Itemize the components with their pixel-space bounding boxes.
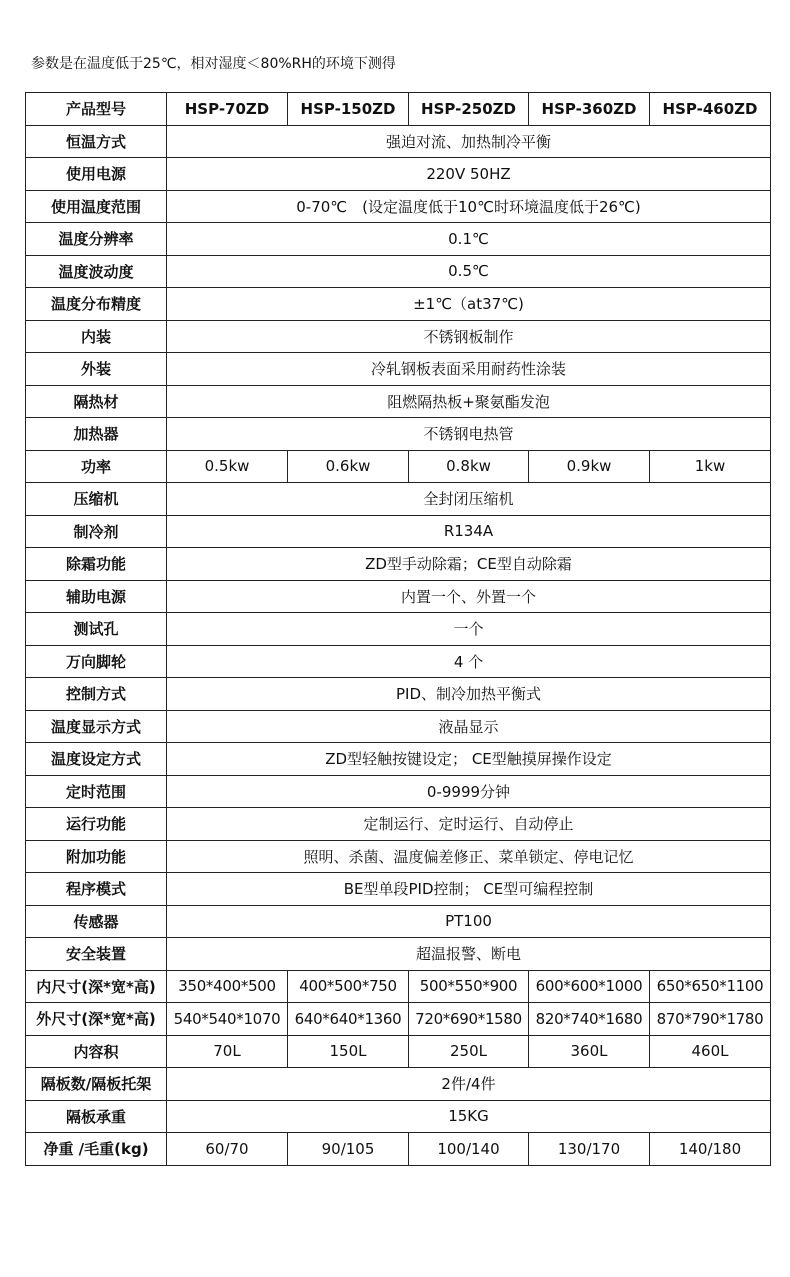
shared-value-cell: 内置一个、外置一个 bbox=[167, 580, 771, 613]
model-value-cell: 0.9kw bbox=[529, 450, 650, 483]
row-label: 制冷剂 bbox=[26, 515, 167, 548]
model-value-cell: 500*550*900 bbox=[409, 970, 529, 1003]
model-value-cell: 250L bbox=[409, 1035, 529, 1068]
row-label: 除霜功能 bbox=[26, 548, 167, 581]
shared-value-cell: 冷轧钢板表面采用耐药性涂装 bbox=[167, 353, 771, 386]
row-label: 运行功能 bbox=[26, 808, 167, 841]
row-label: 定时范围 bbox=[26, 775, 167, 808]
table-row bbox=[26, 223, 771, 256]
row-label: 温度分辨率 bbox=[26, 223, 167, 256]
model-value-cell: 870*790*1780 bbox=[650, 1003, 771, 1036]
row-label: 外尺寸(深*宽*高) bbox=[26, 1003, 167, 1036]
model-value-cell: 350*400*500 bbox=[167, 970, 288, 1003]
row-label: 使用电源 bbox=[26, 158, 167, 191]
model-value-cell: 100/140 bbox=[409, 1133, 529, 1166]
row-label: 温度波动度 bbox=[26, 255, 167, 288]
table-row bbox=[26, 1133, 771, 1166]
model-value-cell: 0.8kw bbox=[409, 450, 529, 483]
model-header: HSP-460ZD bbox=[650, 93, 771, 126]
model-value-cell: 150L bbox=[288, 1035, 409, 1068]
shared-value-cell: 一个 bbox=[167, 613, 771, 646]
table-row bbox=[26, 1100, 771, 1133]
row-label: 温度显示方式 bbox=[26, 710, 167, 743]
table-row bbox=[26, 255, 771, 288]
shared-value-cell: 0-9999分钟 bbox=[167, 775, 771, 808]
row-label: 附加功能 bbox=[26, 840, 167, 873]
model-value-cell: 360L bbox=[529, 1035, 650, 1068]
shared-value-cell: 定制运行、定时运行、自动停止 bbox=[167, 808, 771, 841]
table-row bbox=[26, 1003, 771, 1036]
model-value-cell: 720*690*1580 bbox=[409, 1003, 529, 1036]
table-row bbox=[26, 840, 771, 873]
row-label: 恒温方式 bbox=[26, 125, 167, 158]
shared-value-cell: 220V 50HZ bbox=[167, 158, 771, 191]
shared-value-cell: 强迫对流、加热制冷平衡 bbox=[167, 125, 771, 158]
row-label: 外装 bbox=[26, 353, 167, 386]
row-label: 功率 bbox=[26, 450, 167, 483]
table-row bbox=[26, 645, 771, 678]
row-label: 温度设定方式 bbox=[26, 743, 167, 776]
row-label: 传感器 bbox=[26, 905, 167, 938]
model-value-cell: 400*500*750 bbox=[288, 970, 409, 1003]
table-row bbox=[26, 970, 771, 1003]
shared-value-cell: 不锈钢板制作 bbox=[167, 320, 771, 353]
table-row bbox=[26, 125, 771, 158]
shared-value-cell: 0.1℃ bbox=[167, 223, 771, 256]
table-row bbox=[26, 483, 771, 516]
table-row bbox=[26, 190, 771, 223]
shared-value-cell: 超温报警、断电 bbox=[167, 938, 771, 971]
shared-value-cell: 2件/4件 bbox=[167, 1068, 771, 1101]
shared-value-cell: 15KG bbox=[167, 1100, 771, 1133]
table-row bbox=[26, 905, 771, 938]
header-row bbox=[26, 93, 771, 126]
table-row bbox=[26, 418, 771, 451]
shared-value-cell: ±1℃（at37℃) bbox=[167, 288, 771, 321]
row-label: 压缩机 bbox=[26, 483, 167, 516]
header-label: 产品型号 bbox=[26, 93, 167, 126]
model-header: HSP-360ZD bbox=[529, 93, 650, 126]
row-label: 加热器 bbox=[26, 418, 167, 451]
table-row bbox=[26, 515, 771, 548]
row-label: 内装 bbox=[26, 320, 167, 353]
shared-value-cell: PID、制冷加热平衡式 bbox=[167, 678, 771, 711]
table-row bbox=[26, 775, 771, 808]
table-row bbox=[26, 1035, 771, 1068]
model-header: HSP-70ZD bbox=[167, 93, 288, 126]
model-value-cell: 140/180 bbox=[650, 1133, 771, 1166]
model-value-cell: 650*650*1100 bbox=[650, 970, 771, 1003]
table-row bbox=[26, 450, 771, 483]
row-label: 隔热材 bbox=[26, 385, 167, 418]
shared-value-cell: 液晶显示 bbox=[167, 710, 771, 743]
row-label: 温度分布精度 bbox=[26, 288, 167, 321]
model-value-cell: 90/105 bbox=[288, 1133, 409, 1166]
table-row bbox=[26, 808, 771, 841]
shared-value-cell: ZD型轻触按键设定； CE型触摸屏操作设定 bbox=[167, 743, 771, 776]
table-row bbox=[26, 678, 771, 711]
model-value-cell: 0.5kw bbox=[167, 450, 288, 483]
model-value-cell: 460L bbox=[650, 1035, 771, 1068]
table-row bbox=[26, 613, 771, 646]
model-header: HSP-150ZD bbox=[288, 93, 409, 126]
shared-value-cell: ZD型手动除霜；CE型自动除霜 bbox=[167, 548, 771, 581]
shared-value-cell: 0.5℃ bbox=[167, 255, 771, 288]
shared-value-cell: PT100 bbox=[167, 905, 771, 938]
row-label: 内容积 bbox=[26, 1035, 167, 1068]
model-value-cell: 640*640*1360 bbox=[288, 1003, 409, 1036]
table-row bbox=[26, 743, 771, 776]
row-label: 隔板承重 bbox=[26, 1100, 167, 1133]
measurement-note: 参数是在温度低于25℃，相对湿度＜80%RH的环境下测得 bbox=[31, 56, 396, 72]
row-label: 净重 /毛重(kg) bbox=[26, 1133, 167, 1166]
table-row bbox=[26, 710, 771, 743]
row-label: 万向脚轮 bbox=[26, 645, 167, 678]
shared-value-cell: R134A bbox=[167, 515, 771, 548]
model-value-cell: 1kw bbox=[650, 450, 771, 483]
shared-value-cell: 0-70℃ (设定温度低于10℃时环境温度低于26℃) bbox=[167, 190, 771, 223]
row-label: 使用温度范围 bbox=[26, 190, 167, 223]
table-row bbox=[26, 385, 771, 418]
model-value-cell: 70L bbox=[167, 1035, 288, 1068]
table-row bbox=[26, 158, 771, 191]
shared-value-cell: 不锈钢电热管 bbox=[167, 418, 771, 451]
shared-value-cell: 照明、杀菌、温度偏差修正、菜单锁定、停电记忆 bbox=[167, 840, 771, 873]
table-row bbox=[26, 873, 771, 906]
row-label: 安全装置 bbox=[26, 938, 167, 971]
row-label: 测试孔 bbox=[26, 613, 167, 646]
row-label: 控制方式 bbox=[26, 678, 167, 711]
table-row bbox=[26, 548, 771, 581]
model-value-cell: 600*600*1000 bbox=[529, 970, 650, 1003]
shared-value-cell: BE型单段PID控制； CE型可编程控制 bbox=[167, 873, 771, 906]
table-row bbox=[26, 288, 771, 321]
row-label: 内尺寸(深*宽*高) bbox=[26, 970, 167, 1003]
model-value-cell: 60/70 bbox=[167, 1133, 288, 1166]
table-row bbox=[26, 320, 771, 353]
model-value-cell: 820*740*1680 bbox=[529, 1003, 650, 1036]
model-value-cell: 130/170 bbox=[529, 1133, 650, 1166]
model-value-cell: 0.6kw bbox=[288, 450, 409, 483]
spec-table bbox=[25, 92, 771, 1166]
model-value-cell: 540*540*1070 bbox=[167, 1003, 288, 1036]
model-header: HSP-250ZD bbox=[409, 93, 529, 126]
shared-value-cell: 阻燃隔热板+聚氨酯发泡 bbox=[167, 385, 771, 418]
table-row bbox=[26, 580, 771, 613]
table-row bbox=[26, 938, 771, 971]
row-label: 辅助电源 bbox=[26, 580, 167, 613]
row-label: 程序模式 bbox=[26, 873, 167, 906]
row-label: 隔板数/隔板托架 bbox=[26, 1068, 167, 1101]
shared-value-cell: 全封闭压缩机 bbox=[167, 483, 771, 516]
shared-value-cell: 4 个 bbox=[167, 645, 771, 678]
table-row bbox=[26, 353, 771, 386]
table-row bbox=[26, 1068, 771, 1101]
